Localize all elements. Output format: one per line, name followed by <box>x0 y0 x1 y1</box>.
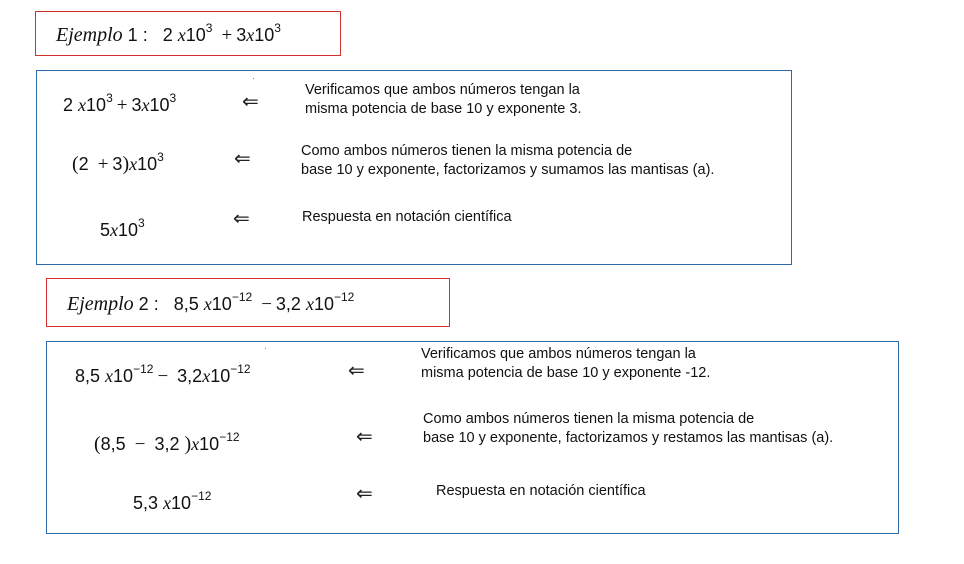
left-double-arrow-icon: ⇐ <box>356 481 373 505</box>
base: 10 <box>113 366 134 386</box>
mantissa: 3 <box>112 154 123 174</box>
explanation-line: base 10 y exponente, factorizamos y sumamos las mantisas (a). <box>301 162 715 178</box>
example2-step2-explanation <box>423 410 833 448</box>
operator: − <box>157 366 169 387</box>
left-double-arrow-icon: ⇐ <box>356 424 373 448</box>
mantissa: 3,2 <box>154 434 180 454</box>
base: 10 <box>137 154 158 174</box>
example1-step1-expression <box>63 91 176 117</box>
mantissa: 3 <box>236 24 247 45</box>
exponent: −12 <box>230 362 251 376</box>
times-variable: x <box>163 493 172 513</box>
mantissa: 3,2 <box>177 366 203 386</box>
example-colon: : <box>153 293 159 314</box>
example1-step3-explanation <box>302 208 512 227</box>
left-double-arrow-icon: ⇐ <box>234 146 251 170</box>
operator: + <box>116 95 128 116</box>
example2-step3-expression <box>133 489 211 514</box>
times-variable: x <box>105 366 114 386</box>
example1-step3-expression <box>100 216 145 241</box>
example-word: Ejemplo <box>67 292 134 315</box>
base: 10 <box>313 293 334 314</box>
base: 10 <box>254 24 275 45</box>
example1-step2-expression <box>72 150 164 176</box>
mantissa: 8,5 <box>173 293 199 314</box>
example2-step1-expression <box>75 362 251 388</box>
base: 10 <box>118 220 139 240</box>
base: 10 <box>210 366 231 386</box>
exponent: −12 <box>333 289 355 304</box>
explanation-line: Verificamos que ambos números tengan la <box>305 82 580 98</box>
example2-step3-explanation <box>436 482 646 501</box>
example2-step2-expression <box>94 430 240 456</box>
mantissa: 2 <box>78 154 89 174</box>
exponent: 3 <box>205 20 213 35</box>
base: 10 <box>211 293 232 314</box>
exponent: 3 <box>169 91 177 105</box>
mantissa: 5 <box>100 220 111 240</box>
mantissa: 3,2 <box>275 293 301 314</box>
close-paren: ) <box>184 433 192 455</box>
exponent: 3 <box>157 150 164 164</box>
example2-title <box>67 290 354 316</box>
base: 10 <box>199 434 220 454</box>
operator: − <box>134 434 146 455</box>
left-double-arrow-icon: ⇐ <box>348 358 365 382</box>
example2-step1-explanation <box>421 345 710 383</box>
operator: + <box>221 24 233 46</box>
times-variable: x <box>177 24 186 45</box>
example-number: 2 <box>138 293 149 314</box>
explanation-line: Como ambos números tienen la misma potencia de <box>423 411 755 427</box>
times-variable: x <box>202 366 211 386</box>
mantissa: 2 <box>162 24 173 45</box>
base: 10 <box>149 95 170 115</box>
mantissa: 8,5 <box>100 434 126 454</box>
explanation-line: misma potencia de base 10 y exponente 3. <box>305 101 582 117</box>
left-double-arrow-icon: ⇐ <box>233 206 250 230</box>
base: 10 <box>86 95 107 115</box>
operator: − <box>261 293 272 315</box>
example-number: 1 <box>127 24 138 45</box>
times-variable: x <box>191 434 200 454</box>
mantissa: 2 <box>63 95 74 115</box>
exponent: −12 <box>191 489 212 503</box>
mantissa: 3 <box>131 95 142 115</box>
example1-step2-explanation <box>301 142 714 180</box>
explanation-line: Como ambos números tienen la misma potencia de <box>301 143 633 159</box>
exponent: −12 <box>231 289 253 304</box>
explanation-line: Respuesta en notación científica <box>302 209 512 225</box>
explanation-line: Verificamos que ambos números tengan la <box>421 346 696 362</box>
explanation-line: misma potencia de base 10 y exponente -12. <box>421 365 711 381</box>
example-colon: : <box>142 24 148 45</box>
times-variable: x <box>129 154 138 174</box>
open-paren: ( <box>72 153 79 175</box>
times-variable: x <box>203 293 212 314</box>
base: 10 <box>171 493 192 513</box>
times-variable: x <box>141 95 150 115</box>
example1-title <box>56 21 281 47</box>
times-variable: x <box>246 24 255 45</box>
exponent: 3 <box>274 20 281 35</box>
exponent: −12 <box>133 362 154 376</box>
operator: + <box>97 154 109 175</box>
left-double-arrow-icon: ⇐ <box>242 89 259 113</box>
exponent: 3 <box>138 216 145 230</box>
close-paren: ) <box>122 153 130 175</box>
example2-title-box <box>46 278 450 327</box>
open-paren: ( <box>94 433 101 455</box>
mantissa: 5,3 <box>133 493 159 513</box>
explanation-line: base 10 y exponente, factorizamos y restamos las mantisas (a). <box>423 430 834 446</box>
times-variable: x <box>78 95 87 115</box>
example1-step1-explanation <box>305 81 581 119</box>
exponent: 3 <box>106 91 113 105</box>
base: 10 <box>185 24 206 45</box>
times-variable: x <box>305 293 314 314</box>
times-variable: x <box>110 220 119 240</box>
mantissa: 8,5 <box>75 366 101 386</box>
example-word: Ejemplo <box>56 23 123 46</box>
example1-title-box <box>35 11 341 56</box>
exponent: −12 <box>219 430 240 444</box>
explanation-line: Respuesta en notación científica <box>436 483 646 499</box>
